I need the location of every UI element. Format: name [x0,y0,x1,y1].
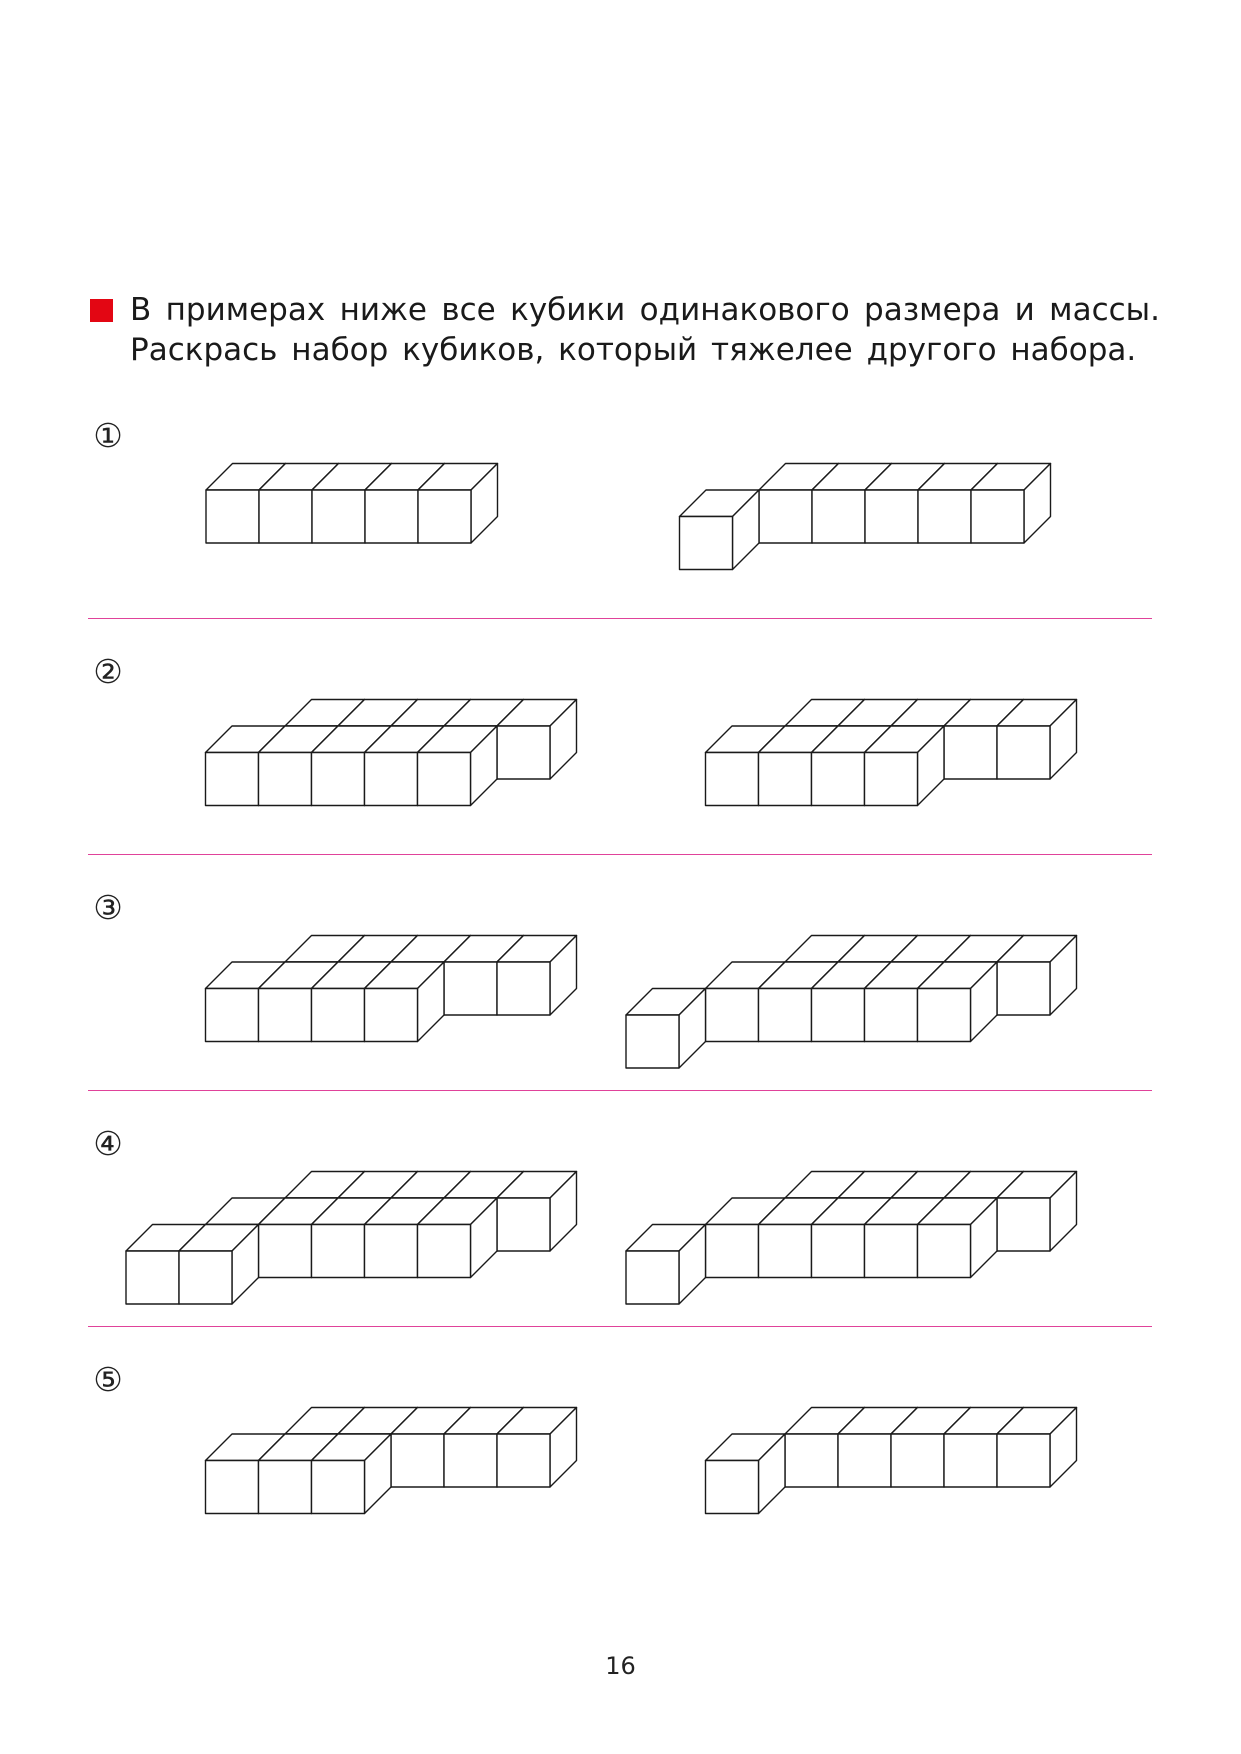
instruction-line-2: Раскрась набор кубиков, который тяжелее другого набора. [130,332,1137,368]
exercise-number: ① [93,416,123,455]
cube-set[interactable] [626,936,1077,1069]
exercise-number: ⑤ [93,1360,123,1399]
cube-set[interactable] [706,1408,1077,1514]
cube[interactable] [626,1225,706,1305]
cube-set[interactable] [206,464,498,544]
cube-set[interactable] [706,700,1077,806]
cube-set[interactable] [626,1172,1077,1305]
instruction-line-1: В примерах ниже все кубики одинакового размера и массы. [130,292,1160,328]
cube-set[interactable] [206,936,577,1042]
exercise-number: ② [93,652,123,691]
cube[interactable] [706,1434,786,1514]
exercise-number: ④ [93,1124,123,1163]
cube[interactable] [626,989,706,1069]
cube-set[interactable] [126,1172,577,1305]
page-number: 16 [605,1652,636,1680]
exercise-number: ③ [93,888,123,927]
cube[interactable] [680,490,760,570]
cube-set[interactable] [206,1408,577,1514]
cube-set[interactable] [206,700,577,806]
cube-set[interactable] [680,464,1051,570]
